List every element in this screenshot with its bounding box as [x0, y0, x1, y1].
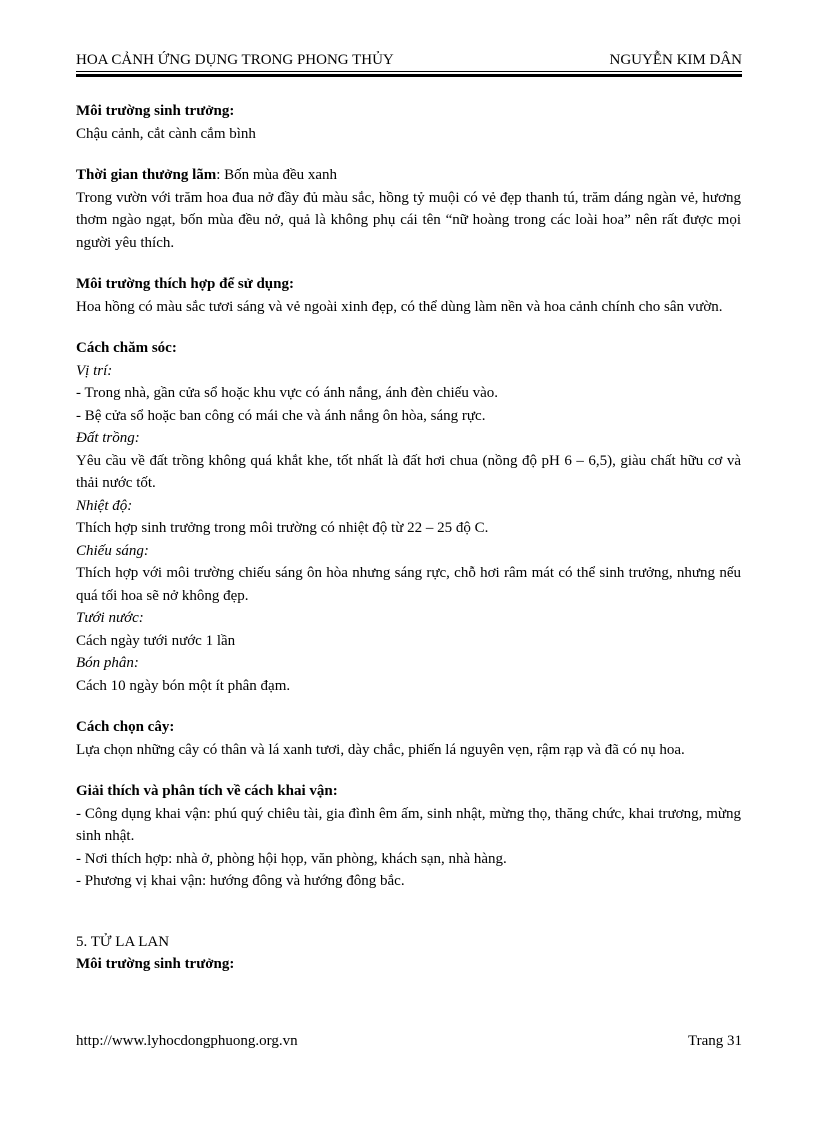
care-fertilizer-text: Cách 10 ngày bón một ít phân đạm.: [76, 677, 291, 694]
viewing-time-text: Trong vườn với trăm hoa đua nở đầy đủ màu sắc, hồng tỷ muội có vẻ đẹp thanh tú, trăm dáng ngàn vẻ, hương thơm ngào ngạt, bốn mùa đều nở, quả là không phụ cái tên “nữ hoàng trong các loài hoa” nên rất được mọi người yêu thích.: [76, 189, 741, 251]
header-rule-thick: [76, 74, 742, 77]
suitable-env-text: Hoa hồng có màu sắc tươi sáng và vẻ ngoài xinh đẹp, có thể dùng làm nền và hoa cảnh chính cho sân vườn.: [76, 298, 723, 315]
care-watering-label: Tưới nước:: [76, 610, 144, 626]
care-temperature-text: Thích hợp sinh trưởng trong môi trường có nhiệt độ từ 22 – 25 độ C.: [76, 520, 489, 536]
care-soil-label: Đất trồng:: [76, 430, 140, 446]
header-title: HOA CẢNH ỨNG DỤNG TRONG PHONG THỦY: [76, 52, 394, 68]
section-heading-growth-env: Môi trường sinh trưởng:: [76, 103, 235, 119]
viewing-time-value: : Bốn mùa đều xanh: [216, 167, 338, 183]
care-light-label: Chiếu sáng:: [76, 542, 149, 559]
section-heading-growth-env-2: Môi trường sinh trưởng:: [76, 956, 235, 972]
section-heading-suitable-env: Môi trường thích hợp để sử dụng:: [76, 276, 294, 292]
plant-selection-text: Lựa chọn những cây có thân và lá xanh tươi, dày chắc, phiến lá nguyên vẹn, rậm rạp và đã có nụ hoa.: [76, 741, 685, 758]
care-watering-text: Cách ngày tưới nước 1 lần: [76, 632, 236, 649]
footer-url: http://www.lyhocdongphuong.org.vn: [76, 1033, 298, 1049]
section-heading-fortune: Giải thích và phân tích về cách khai vận:: [76, 783, 338, 799]
section-heading-care: Cách chăm sóc:: [76, 340, 177, 356]
care-position-item: - Bệ cửa sổ hoặc ban công có mái che và ánh nắng ôn hòa, sáng rực.: [76, 407, 486, 424]
fortune-item: - Phương vị khai vận: hướng đông và hướng đông bắc.: [76, 873, 405, 889]
section-heading-plant-selection: Cách chọn cây:: [76, 719, 175, 735]
care-position-label: Vị trí:: [76, 362, 113, 379]
care-fertilizer-label: Bón phân:: [76, 655, 139, 671]
fortune-item: - Công dụng khai vận: phú quý chiêu tài, gia đình êm ấm, sinh nhật, mừng thọ, thăng chức, khai trương, mừng sinh nhật.: [76, 805, 741, 844]
care-position-item: - Trong nhà, gần cửa sổ hoặc khu vực có ánh nắng, ánh đèn chiếu vào.: [76, 385, 498, 401]
section-heading-viewing-time: Thời gian thưởng lãm: [76, 167, 217, 183]
header-author: NGUYỄN KIM DÂN: [609, 52, 742, 68]
header-rule-thin: [76, 71, 742, 72]
page-header: [76, 52, 742, 72]
page-content: [76, 100, 741, 976]
viewing-time-line: [76, 164, 741, 187]
fortune-item: - Nơi thích hợp: nhà ở, phòng hội họp, văn phòng, khách sạn, nhà hàng.: [76, 850, 507, 867]
section-title-tu-la-lan: 5. TỬ LA LAN: [76, 933, 170, 950]
growth-env-text: Chậu cảnh, cắt cành cắm bình: [76, 125, 256, 142]
page-number: Trang 31: [687, 1033, 742, 1049]
care-soil-text: Yêu cầu về đất trồng không quá khắt khe, tốt nhất là đất hơi chua (nồng độ pH 6 – 6,5), giàu chất hữu cơ và thải nước tốt.: [76, 452, 741, 491]
care-light-text: Thích hợp với môi trường chiếu sáng ôn hòa nhưng sáng rực, chỗ hơi râm mát có thể sinh trưởng, nhưng nếu quá tối hoa sẽ nở không đẹp.: [76, 565, 741, 604]
care-temperature-label: Nhiệt độ:: [76, 497, 133, 514]
